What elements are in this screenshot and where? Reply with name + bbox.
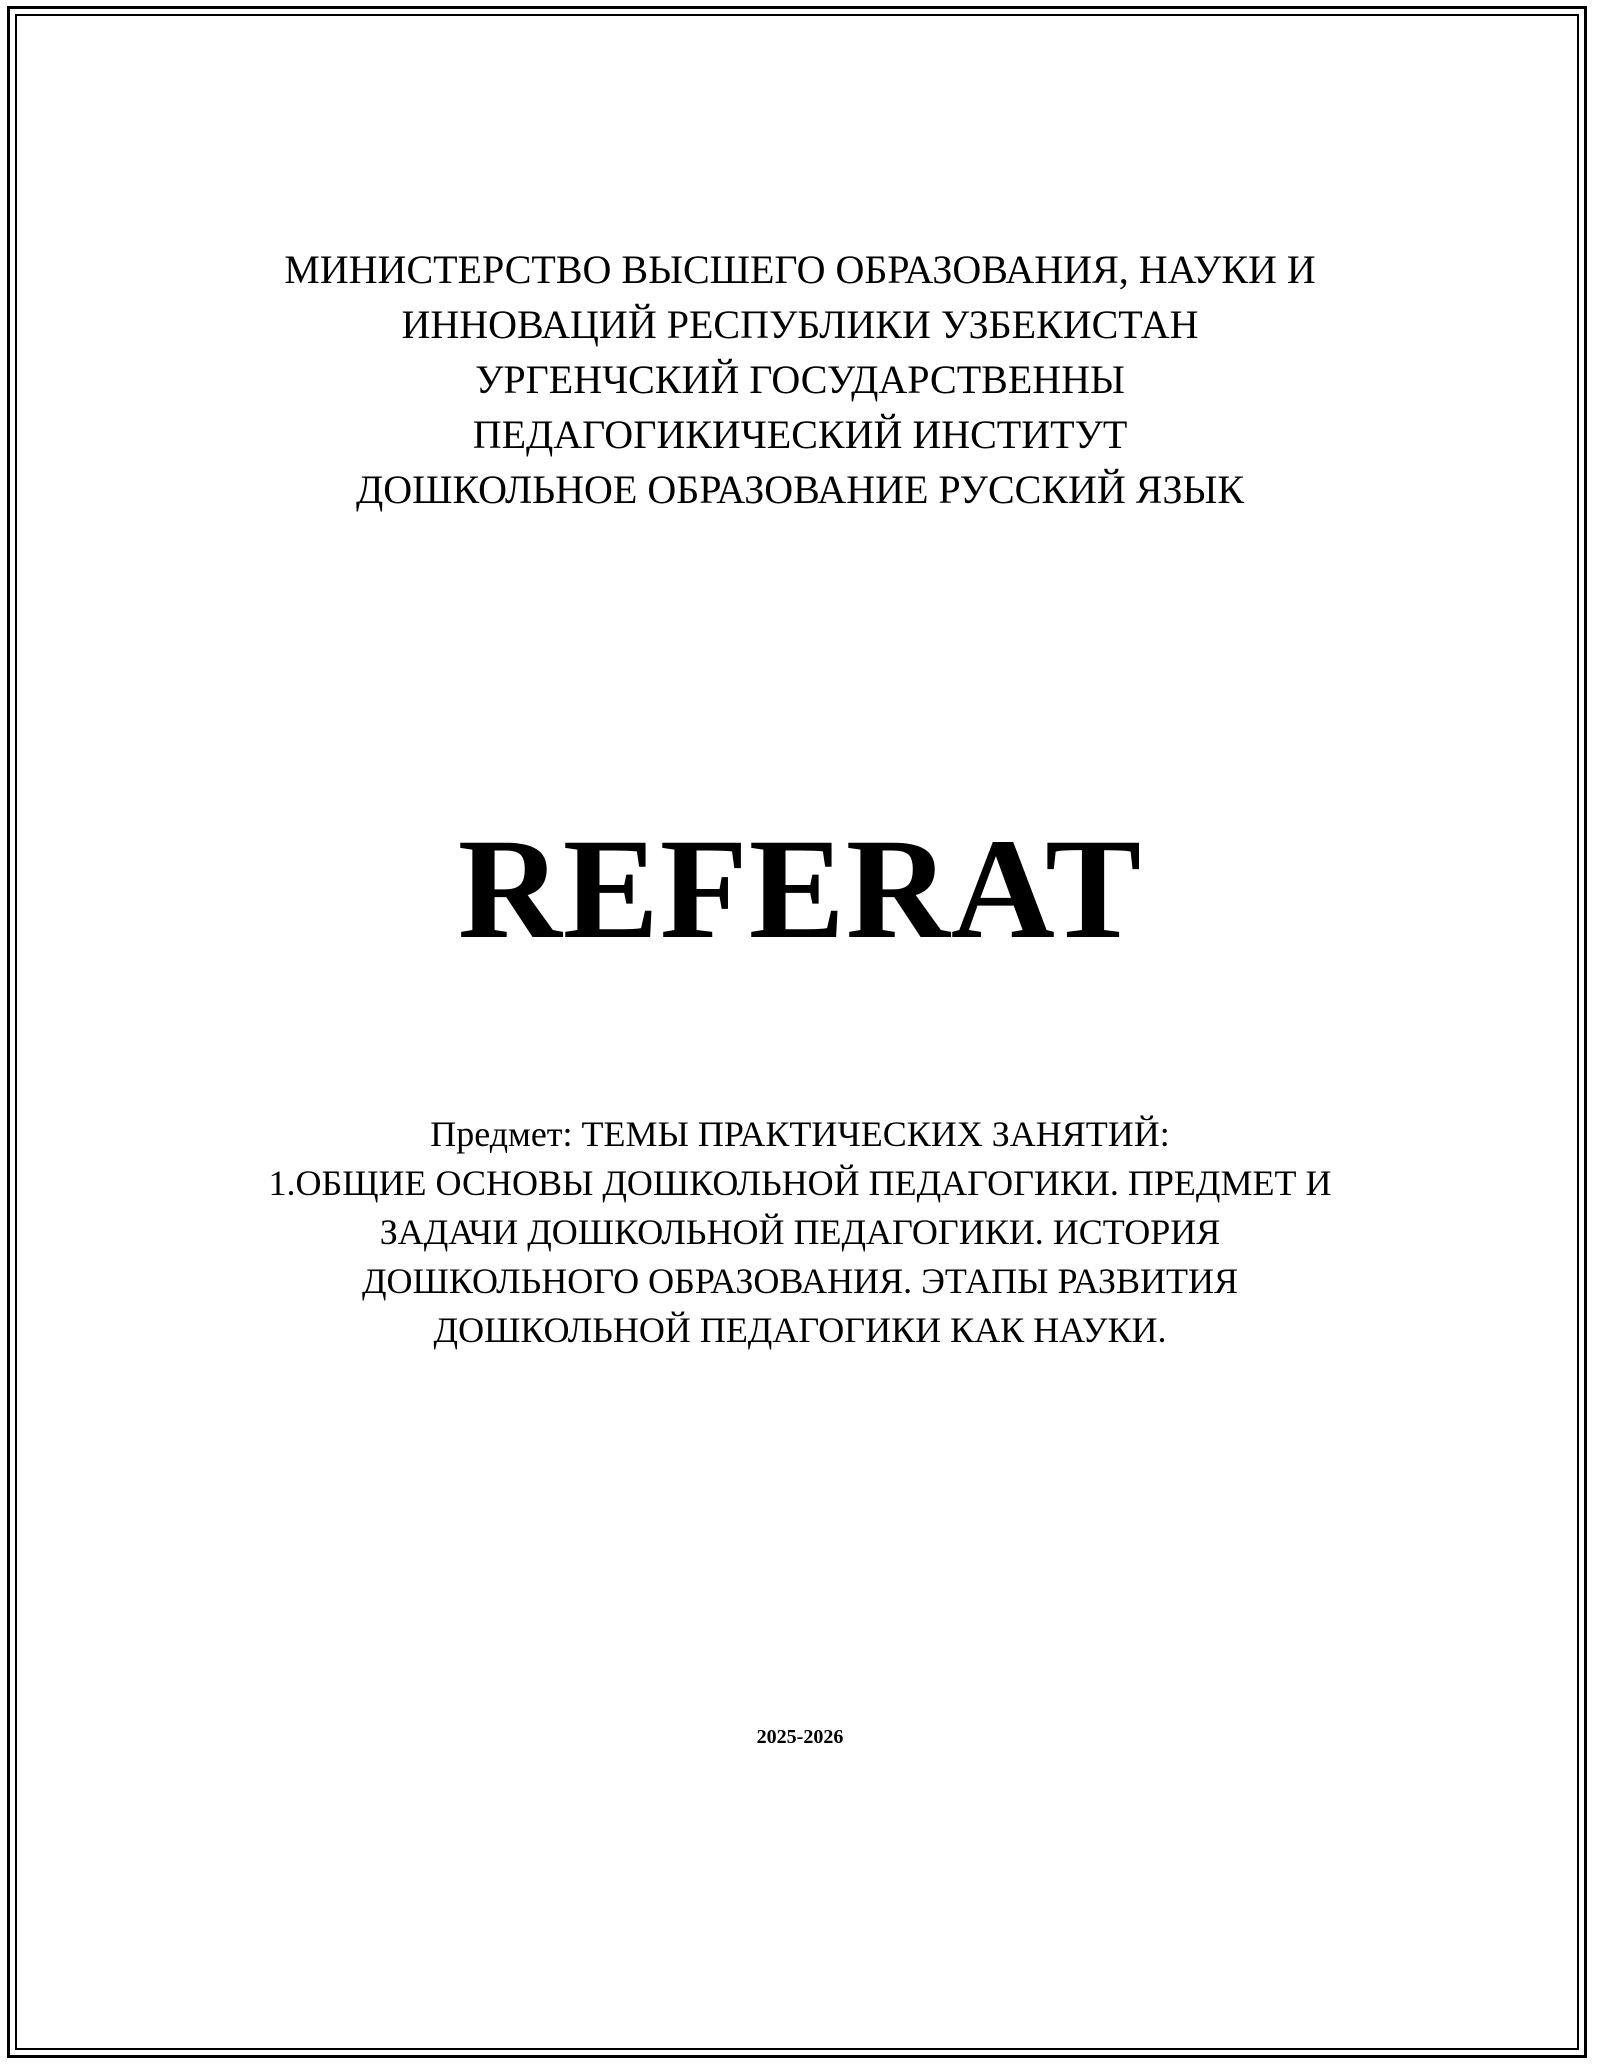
header-line-department: ДОШКОЛЬНОЕ ОБРАЗОВАНИЕ РУССКИЙ ЯЗЫК (355, 467, 1245, 512)
subject-line-1: Предмет: ТЕМЫ ПРАКТИЧЕСКИХ ЗАНЯТИЙ: (430, 1114, 1170, 1154)
subject-line-2: 1.ОБЩИЕ ОСНОВЫ ДОШКОЛЬНОЙ ПЕДАГОГИКИ. ПРЕДМЕТ И (268, 1163, 1332, 1203)
subject-line-4: ДОШКОЛЬНОГО ОБРАЗОВАНИЯ. ЭТАПЫ РАЗВИТИЯ (361, 1261, 1239, 1301)
subject-line-5: ДОШКОЛЬНОЙ ПЕДАГОГИКИ КАК НАУКИ. (433, 1310, 1167, 1350)
header-line-republic: ИННОВАЦИЙ РЕСПУБЛИКИ УЗБЕКИСТАН (401, 302, 1199, 347)
header-line-institute: ПЕДАГОГИКИЧЕСКИЙ ИНСТИТУТ (472, 412, 1128, 457)
institution-header (0, 242, 1600, 517)
subject-block (0, 1110, 1600, 1355)
document-title: REFERAT (457, 810, 1143, 969)
header-line-ministry: МИНИСТЕРСТВО ВЫСШЕГО ОБРАЗОВАНИЯ, НАУКИ И (284, 247, 1316, 292)
subject-line-3: ЗАДАЧИ ДОШКОЛЬНОЙ ПЕДАГОГИКИ. ИСТОРИЯ (379, 1212, 1221, 1252)
header-line-university: УРГЕНЧСКИЙ ГОСУДАРСТВЕННЫ (475, 357, 1125, 402)
academic-year: 2025-2026 (756, 1726, 844, 1748)
